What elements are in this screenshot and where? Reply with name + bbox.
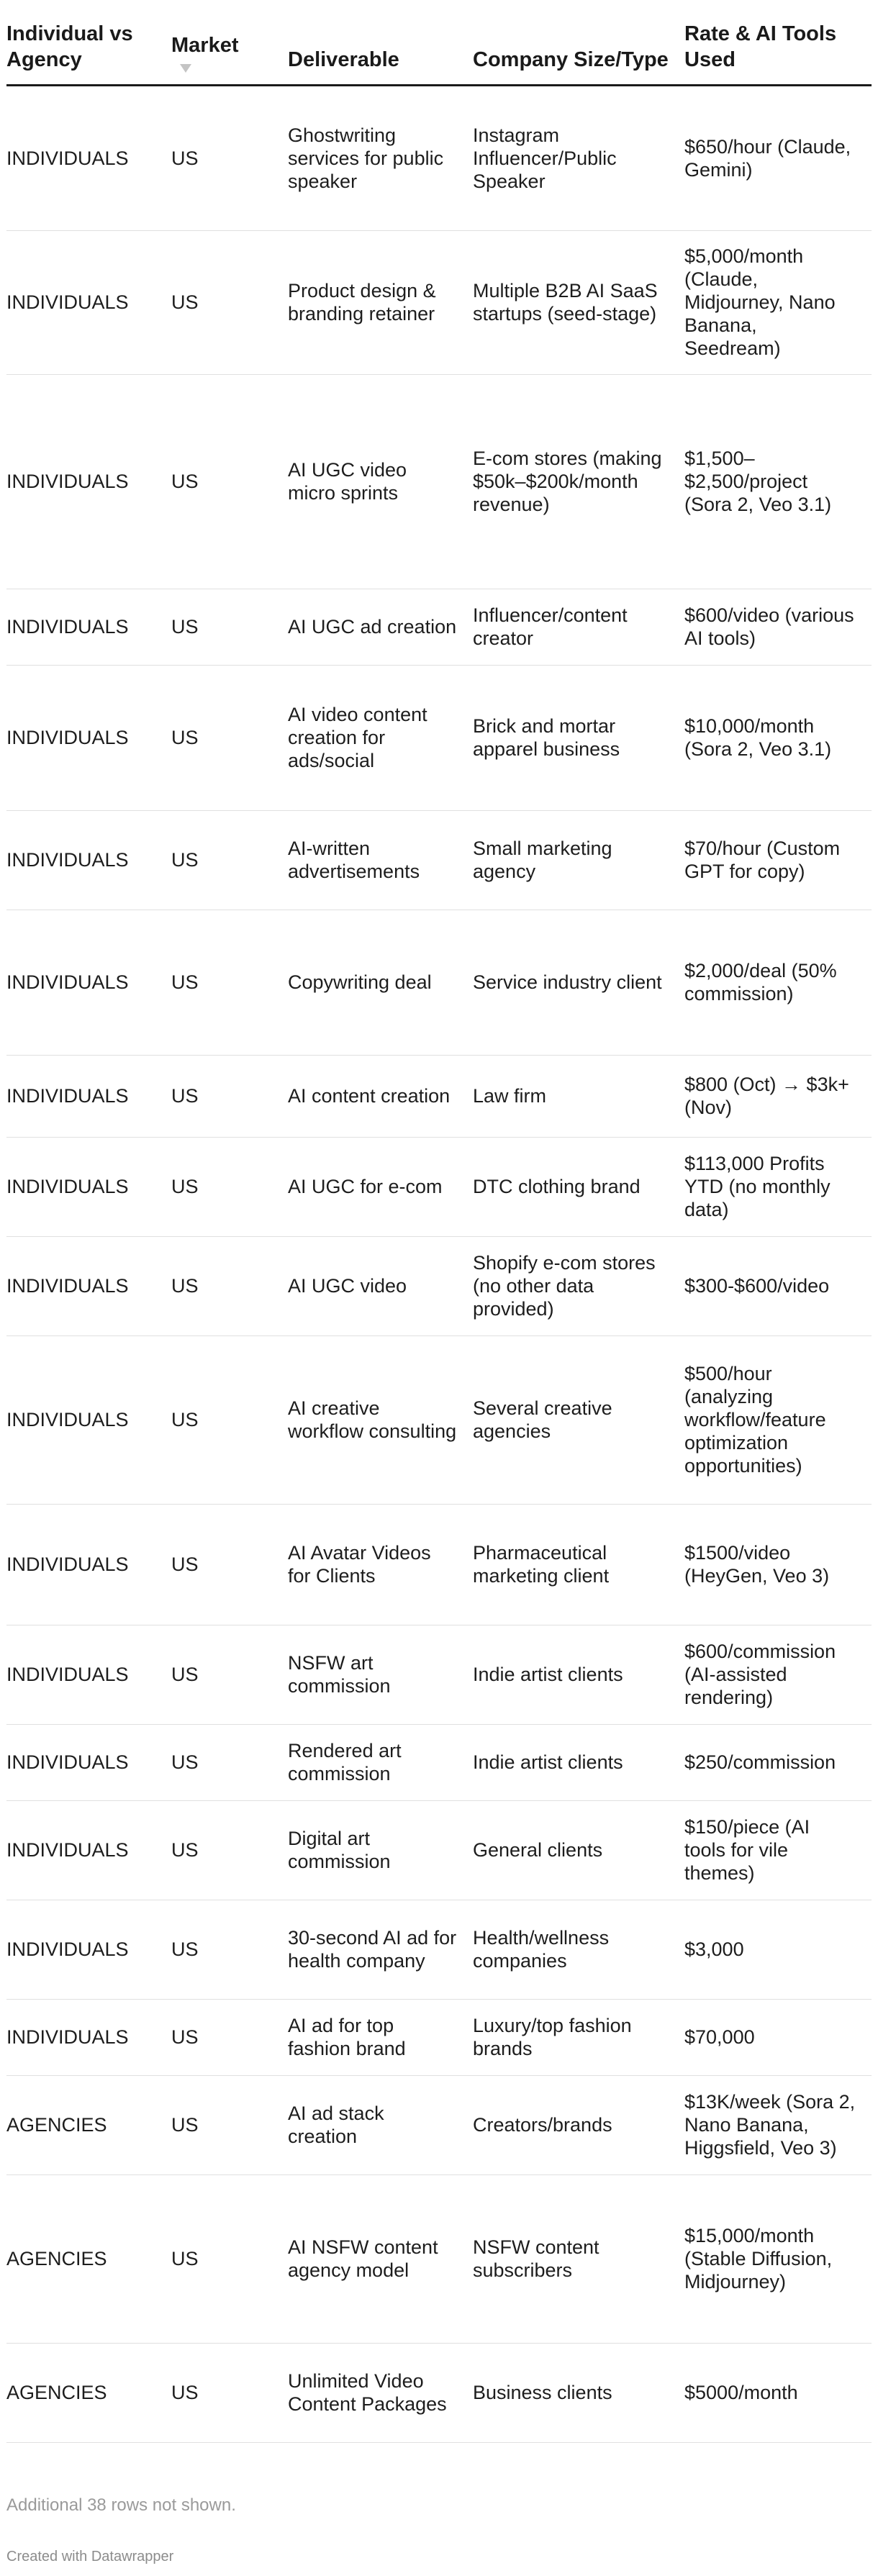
table-row [6, 2174, 872, 2343]
cell-company-size-type: NSFW content subscribers [473, 2174, 684, 2343]
cell-deliverable: NSFW art commission [288, 1625, 473, 1724]
cell-market: US [171, 374, 288, 589]
cell-market: US [171, 1236, 288, 1335]
cell-market: US [171, 230, 288, 374]
cell-market: US [171, 2343, 288, 2442]
cell-market: US [171, 2174, 288, 2343]
cell-market: US [171, 1055, 288, 1137]
column-header-market[interactable] [171, 0, 288, 85]
cell-company-size-type: E-com stores (making $50k–$200k/month revenue) [473, 374, 684, 589]
cell-rate-ai-tools: $15,000/month (Stable Diffusion, Midjourney) [684, 2174, 872, 2343]
cell-deliverable: AI video content creation for ads/social [288, 665, 473, 810]
cell-deliverable: AI Avatar Videos for Clients [288, 1504, 473, 1625]
table-row [6, 1137, 872, 1236]
table-row [6, 1335, 872, 1504]
table-row [6, 1055, 872, 1137]
cell-individual-vs-agency: INDIVIDUALS [6, 1625, 171, 1724]
cell-market: US [171, 1800, 288, 1900]
cell-individual-vs-agency: AGENCIES [6, 2174, 171, 2343]
cell-market: US [171, 665, 288, 810]
table-row [6, 1999, 872, 2075]
cell-deliverable: AI ad for top fashion brand [288, 1999, 473, 2075]
cell-individual-vs-agency: INDIVIDUALS [6, 374, 171, 589]
table-row [6, 665, 872, 810]
cell-individual-vs-agency: INDIVIDUALS [6, 1504, 171, 1625]
datawrapper-credit-link[interactable]: Created with Datawrapper [6, 2549, 174, 2564]
cell-deliverable: AI creative workflow consulting [288, 1335, 473, 1504]
table-row [6, 589, 872, 665]
table-body [6, 85, 872, 2442]
cell-rate-ai-tools: $70/hour (Custom GPT for copy) [684, 810, 872, 910]
cell-company-size-type: Creators/brands [473, 2075, 684, 2174]
cell-company-size-type: Law firm [473, 1055, 684, 1137]
cell-deliverable: AI UGC video [288, 1236, 473, 1335]
table-row [6, 1900, 872, 1999]
column-header-company-size-type[interactable]: Company Size/Type [473, 0, 684, 85]
table-row [6, 910, 872, 1055]
table-row [6, 374, 872, 589]
sort-descending-icon[interactable] [180, 64, 191, 73]
cell-individual-vs-agency: INDIVIDUALS [6, 910, 171, 1055]
cell-market: US [171, 1137, 288, 1236]
table-row [6, 1625, 872, 1724]
cell-rate-ai-tools: $2,000/deal (50% commission) [684, 910, 872, 1055]
cell-individual-vs-agency: AGENCIES [6, 2343, 171, 2442]
cell-individual-vs-agency: INDIVIDUALS [6, 1800, 171, 1900]
cell-deliverable: AI NSFW content agency model [288, 2174, 473, 2343]
cell-deliverable: AI content creation [288, 1055, 473, 1137]
cell-deliverable: AI-written advertisements [288, 810, 473, 910]
cell-rate-ai-tools: $113,000 Profits YTD (no monthly data) [684, 1137, 872, 1236]
cell-company-size-type: Indie artist clients [473, 1724, 684, 1800]
cell-rate-ai-tools: $70,000 [684, 1999, 872, 2075]
cell-individual-vs-agency: INDIVIDUALS [6, 1055, 171, 1137]
cell-market: US [171, 1900, 288, 1999]
cell-rate-ai-tools: $150/piece (AI tools for vile themes) [684, 1800, 872, 1900]
cell-rate-ai-tools: $1500/video (HeyGen, Veo 3) [684, 1504, 872, 1625]
column-header-market-label: Market [171, 33, 239, 57]
data-table [6, 0, 872, 2443]
table-row [6, 230, 872, 374]
cell-market: US [171, 589, 288, 665]
cell-company-size-type: Multiple B2B AI SaaS startups (seed-stage) [473, 230, 684, 374]
table-row [6, 2075, 872, 2174]
rows-hidden-note: Additional 38 rows not shown. [6, 2495, 236, 2515]
cell-rate-ai-tools: $5000/month [684, 2343, 872, 2442]
cell-market: US [171, 2075, 288, 2174]
cell-individual-vs-agency: INDIVIDUALS [6, 810, 171, 910]
cell-market: US [171, 1625, 288, 1724]
cell-market: US [171, 85, 288, 230]
cell-individual-vs-agency: INDIVIDUALS [6, 589, 171, 665]
cell-company-size-type: Indie artist clients [473, 1625, 684, 1724]
cell-rate-ai-tools: $300-$600/video [684, 1236, 872, 1335]
cell-individual-vs-agency: INDIVIDUALS [6, 665, 171, 810]
cell-deliverable: Digital art commission [288, 1800, 473, 1900]
cell-deliverable: Copywriting deal [288, 910, 473, 1055]
cell-individual-vs-agency: INDIVIDUALS [6, 85, 171, 230]
cell-rate-ai-tools: $600/commission (AI-assisted rendering) [684, 1625, 872, 1724]
column-header-rate-ai-tools[interactable]: Rate & AI Tools Used [684, 0, 872, 85]
cell-market: US [171, 1724, 288, 1800]
table-header [6, 0, 872, 85]
cell-company-size-type: Business clients [473, 2343, 684, 2442]
cell-individual-vs-agency: INDIVIDUALS [6, 1999, 171, 2075]
cell-deliverable: Ghostwriting services for public speaker [288, 85, 473, 230]
cell-deliverable: AI UGC video micro sprints [288, 374, 473, 589]
cell-rate-ai-tools: $600/video (various AI tools) [684, 589, 872, 665]
table-row [6, 810, 872, 910]
cell-rate-ai-tools: $13K/week (Sora 2, Nano Banana, Higgsfield, Veo 3) [684, 2075, 872, 2174]
cell-company-size-type: DTC clothing brand [473, 1137, 684, 1236]
cell-company-size-type: Brick and mortar apparel business [473, 665, 684, 810]
cell-company-size-type: Health/wellness companies [473, 1900, 684, 1999]
cell-individual-vs-agency: INDIVIDUALS [6, 1236, 171, 1335]
table-row [6, 1724, 872, 1800]
cell-deliverable: AI UGC ad creation [288, 589, 473, 665]
cell-market: US [171, 1335, 288, 1504]
column-header-deliverable[interactable]: Deliverable [288, 0, 473, 85]
cell-rate-ai-tools: $800 (Oct) → $3k+ (Nov) [684, 1055, 872, 1137]
table-container [6, 0, 872, 2564]
cell-market: US [171, 810, 288, 910]
cell-rate-ai-tools: $10,000/month (Sora 2, Veo 3.1) [684, 665, 872, 810]
cell-company-size-type: Service industry client [473, 910, 684, 1055]
table-row [6, 1504, 872, 1625]
cell-deliverable: AI UGC for e-com [288, 1137, 473, 1236]
cell-individual-vs-agency: INDIVIDUALS [6, 1900, 171, 1999]
cell-company-size-type: General clients [473, 1800, 684, 1900]
cell-deliverable: Product design & branding retainer [288, 230, 473, 374]
table-row [6, 2343, 872, 2442]
cell-company-size-type: Shopify e-com stores (no other data provided) [473, 1236, 684, 1335]
table-row [6, 1236, 872, 1335]
cell-individual-vs-agency: INDIVIDUALS [6, 230, 171, 374]
cell-deliverable: AI ad stack creation [288, 2075, 473, 2174]
cell-individual-vs-agency: AGENCIES [6, 2075, 171, 2174]
cell-deliverable: Unlimited Video Content Packages [288, 2343, 473, 2442]
column-header-individual-vs-agency[interactable]: Individual vs Agency [6, 0, 171, 85]
cell-company-size-type: Several creative agencies [473, 1335, 684, 1504]
cell-company-size-type: Instagram Influencer/Public Speaker [473, 85, 684, 230]
cell-individual-vs-agency: INDIVIDUALS [6, 1335, 171, 1504]
cell-market: US [171, 910, 288, 1055]
cell-rate-ai-tools: $500/hour (analyzing workflow/feature optimization opportunities) [684, 1335, 872, 1504]
cell-company-size-type: Influencer/content creator [473, 589, 684, 665]
cell-individual-vs-agency: INDIVIDUALS [6, 1724, 171, 1800]
table-row [6, 1800, 872, 1900]
cell-company-size-type: Pharmaceutical marketing client [473, 1504, 684, 1625]
cell-deliverable: 30-second AI ad for health company [288, 1900, 473, 1999]
cell-rate-ai-tools: $1,500–$2,500/project (Sora 2, Veo 3.1) [684, 374, 872, 589]
cell-individual-vs-agency: INDIVIDUALS [6, 1137, 171, 1236]
cell-market: US [171, 1504, 288, 1625]
table-row [6, 85, 872, 230]
cell-rate-ai-tools: $650/hour (Claude, Gemini) [684, 85, 872, 230]
cell-rate-ai-tools: $5,000/month (Claude, Midjourney, Nano Banana, Seedream) [684, 230, 872, 374]
cell-rate-ai-tools: $250/commission [684, 1724, 872, 1800]
cell-company-size-type: Small marketing agency [473, 810, 684, 910]
cell-deliverable: Rendered art commission [288, 1724, 473, 1800]
cell-market: US [171, 1999, 288, 2075]
cell-rate-ai-tools: $3,000 [684, 1900, 872, 1999]
cell-company-size-type: Luxury/top fashion brands [473, 1999, 684, 2075]
